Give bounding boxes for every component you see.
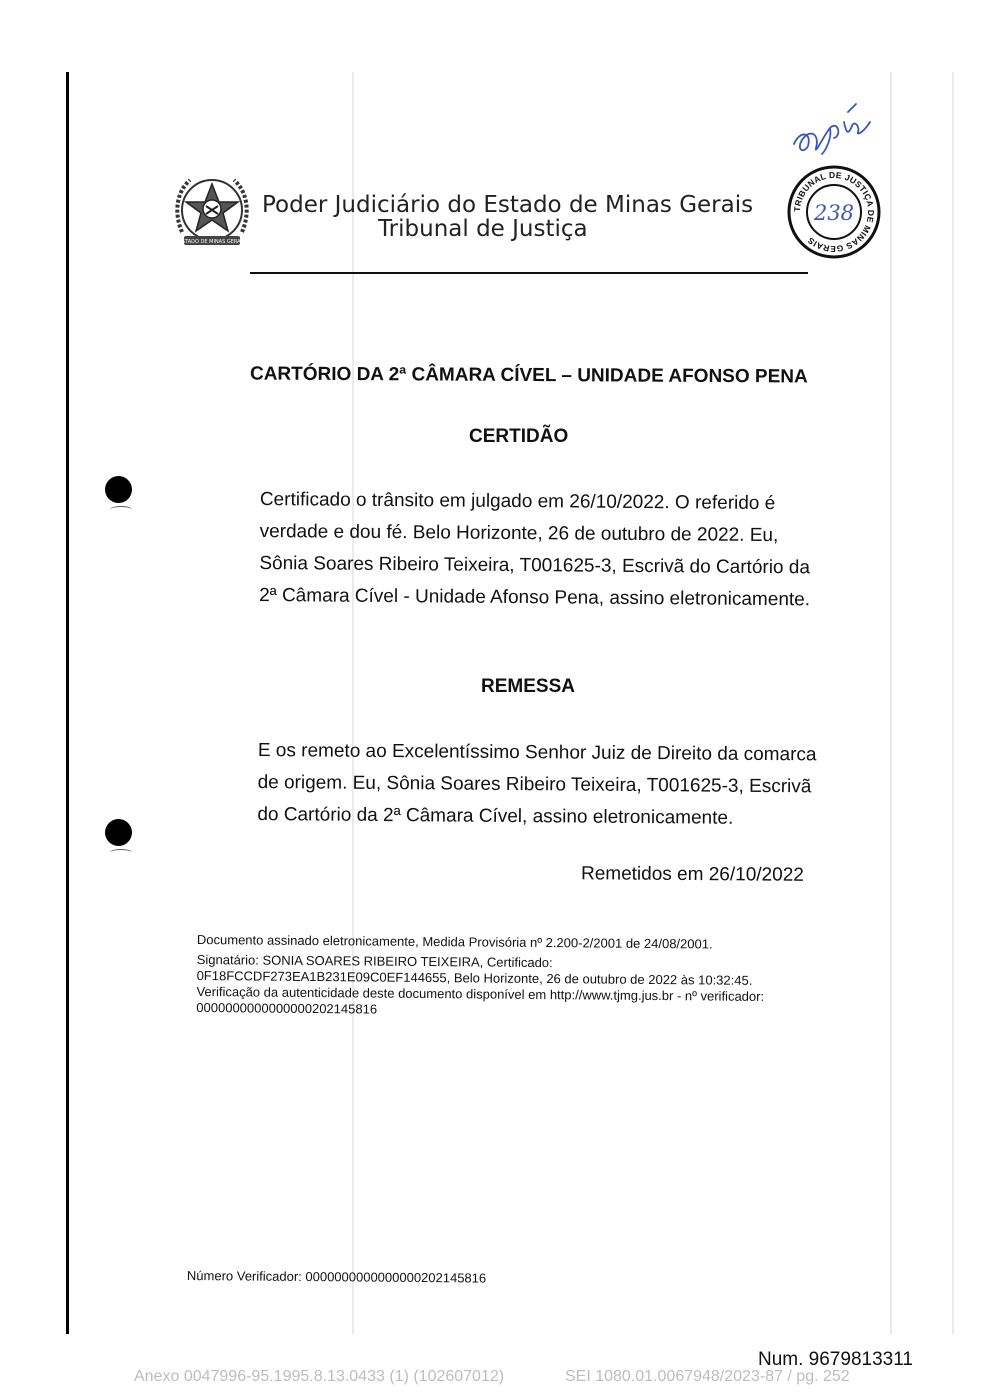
remessa-heading: REMESSA xyxy=(481,676,575,697)
electronic-signature-info xyxy=(196,932,764,1021)
org-name: Poder Judiciário do Estado de Minas Gerais xyxy=(262,192,754,218)
certidao-line: Sônia Soares Ribeiro Teixeira, T001625-3, Escrivã do Cartório da xyxy=(259,552,811,579)
seal-page-number: 238 xyxy=(813,201,855,225)
court-page-seal xyxy=(786,164,882,260)
handwritten-initials-icon xyxy=(786,92,878,162)
punch-hole xyxy=(105,819,132,846)
signature-verification-url: Verificação da autenticidade deste documento disponível em http://www.tjmg.jus.br - nº verificador: xyxy=(196,983,765,1004)
remessa-line: E os remeto ao Excelentíssimo Senhor Juiz de Direito da comarca xyxy=(257,739,817,766)
punch-hole-shadow xyxy=(110,849,132,856)
remessa-paragraph xyxy=(257,735,816,835)
signature-legal-basis: Documento assinado eletronicamente, Medida Provisória nº 2.200-2/2001 de 24/08/2001. xyxy=(196,932,713,952)
remessa-line: do Cartório da 2ª Câmara Cível, assino eletronicamente. xyxy=(257,803,734,829)
signature-verifier-code: 0000000000000000202145816 xyxy=(196,999,378,1017)
punch-hole xyxy=(105,476,132,503)
signature-signer: Signatário: SONIA SOARES RIBEIRO TEIXEIRA, Certificado: xyxy=(196,951,553,971)
office-title: CARTÓRIO DA 2ª CÂMARA CÍVEL – UNIDADE AFONSO PENA xyxy=(249,363,808,388)
scan-left-edge xyxy=(66,72,69,1334)
footer-annex-reference: Anexo 0047996-95.1995.8.13.0433 (1) (102607012) xyxy=(134,1368,505,1385)
scan-stripe xyxy=(952,72,954,1334)
remessa-date: Remetidos em 26/10/2022 xyxy=(580,863,804,886)
certidao-paragraph xyxy=(259,484,811,616)
certidao-line: Certificado o trânsito em julgado em 26/10/2022. O referido é xyxy=(259,488,776,515)
minas-gerais-crest-icon xyxy=(170,170,254,254)
verifier-number: Número Verificador: 0000000000000000202145816 xyxy=(186,1268,487,1286)
certidao-heading: CERTIDÃO xyxy=(469,426,569,447)
footer-sei-reference: SEI 1080.01.0067948/2023-87 / pg. 252 xyxy=(565,1368,850,1385)
header-divider xyxy=(250,272,808,274)
certidao-line: 2ª Câmara Cível - Unidade Afonso Pena, assino eletronicamente. xyxy=(259,584,811,611)
scan-stripe xyxy=(890,72,892,1334)
punch-hole-shadow xyxy=(110,506,132,513)
court-name: Tribunal de Justiça xyxy=(378,216,588,242)
seal-ring-text: TRIBUNAL DE JUSTIÇA DE MINAS GERAIS xyxy=(791,169,877,255)
crest-caption: ESTADO DE MINAS GERAIS xyxy=(178,239,246,245)
remessa-line: de origem. Eu, Sônia Soares Ribeiro Teixeira, T001625-3, Escrivã xyxy=(257,771,812,798)
scan-stripe xyxy=(352,72,354,1334)
document-number: Num. 9679813311 xyxy=(758,1349,913,1370)
certidao-line: verdade e dou fé. Belo Horizonte, 26 de outubro de 2022. Eu, xyxy=(259,520,779,547)
signature-certificate: 0F18FCCDF273EA1B231E09C0EF144655, Belo Horizonte, 26 de outubro de 2022 às 10:32:45. xyxy=(196,967,753,988)
